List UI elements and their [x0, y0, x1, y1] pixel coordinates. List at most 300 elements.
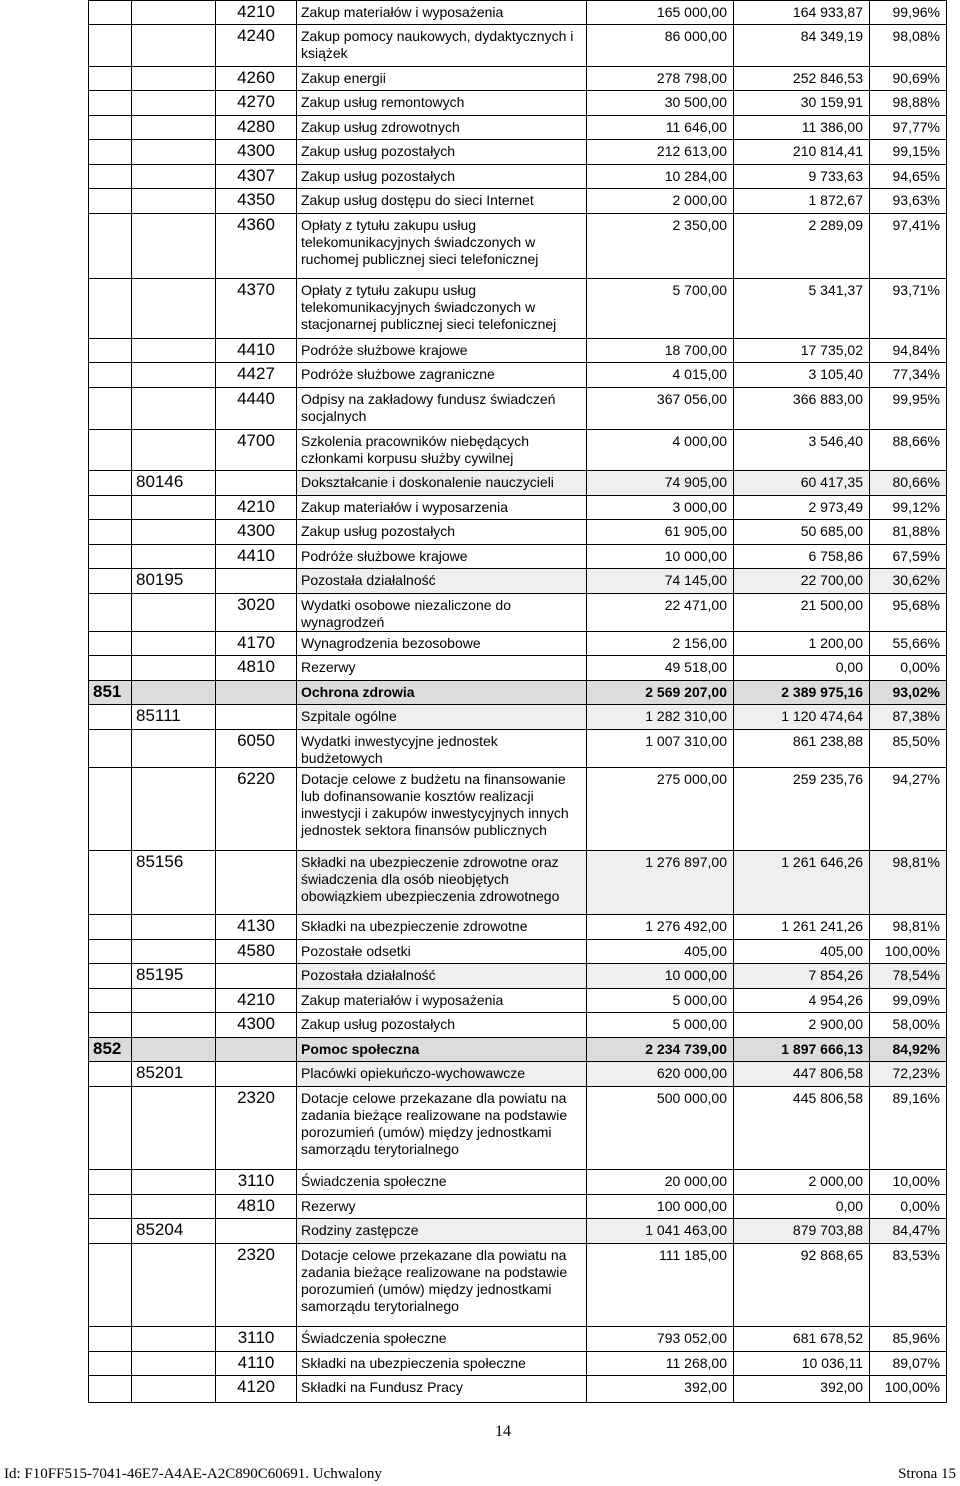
footer-document-id: Id: F10FF515-7041-46E7-A4AE-A2C890C60691. Uchwalony: [4, 1466, 382, 1482]
chapter-code-cell: [132, 363, 216, 388]
table-row: [89, 1352, 947, 1376]
section-code-cell: [89, 67, 132, 91]
chapter-row: [89, 569, 947, 594]
executed-amount-cell: 50 685,00: [734, 520, 870, 545]
percent-cell: 98,81%: [870, 851, 947, 915]
paragraph-code-cell: 4300: [216, 1013, 297, 1038]
paragraph-code-cell: 4370: [216, 279, 297, 339]
executed-amount-cell: 21 500,00: [734, 594, 870, 632]
plan-amount-cell: 1 041 463,00: [587, 1219, 734, 1244]
executed-amount-cell: 445 806,58: [734, 1087, 870, 1170]
description-cell: Zakup materiałów i wyposarzenia: [297, 496, 587, 520]
table-row: [89, 656, 947, 681]
section-code-cell: [89, 279, 132, 339]
description-cell: Opłaty z tytułu zakupu usług telekomunikacyjnych świadczonych w stacjonarnej publicznej sieci telefonicznej: [297, 279, 587, 339]
plan-amount-cell: 2 569 207,00: [587, 681, 734, 705]
chapter-code-cell: [132, 520, 216, 545]
percent-cell: 10,00%: [870, 1170, 947, 1195]
plan-amount-cell: 74 905,00: [587, 471, 734, 496]
percent-cell: 98,08%: [870, 25, 947, 67]
paragraph-code-cell: 4307: [216, 165, 297, 189]
table-row: [89, 1170, 947, 1195]
section-code-cell: [89, 91, 132, 116]
chapter-code-cell: [132, 681, 216, 705]
plan-amount-cell: 4 000,00: [587, 430, 734, 471]
paragraph-code-cell: 4810: [216, 1195, 297, 1219]
chapter-code-cell: 85201: [132, 1062, 216, 1087]
executed-amount-cell: 259 235,76: [734, 768, 870, 851]
percent-cell: 88,66%: [870, 430, 947, 471]
paragraph-code-cell: 4350: [216, 189, 297, 214]
chapter-code-cell: [132, 339, 216, 363]
paragraph-code-cell: 6220: [216, 768, 297, 851]
chapter-code-cell: [132, 430, 216, 471]
section-code-cell: [89, 1, 132, 25]
chapter-code-cell: [132, 1, 216, 25]
plan-amount-cell: 20 000,00: [587, 1170, 734, 1195]
chapter-code-cell: [132, 91, 216, 116]
section-code-cell: [89, 1327, 132, 1352]
plan-amount-cell: 1 282 310,00: [587, 705, 734, 730]
section-code-cell: [89, 363, 132, 388]
percent-cell: 90,69%: [870, 67, 947, 91]
section-code-cell: [89, 964, 132, 989]
plan-amount-cell: 86 000,00: [587, 25, 734, 67]
description-cell: Wydatki inwestycyjne jednostek budżetowych: [297, 730, 587, 768]
description-cell: Dotacje celowe przekazane dla powiatu na zadania bieżące realizowane na podstawie porozumień (umów) między jednostkami samorządu terytorialnego: [297, 1244, 587, 1327]
plan-amount-cell: 2 000,00: [587, 189, 734, 214]
executed-amount-cell: 861 238,88: [734, 730, 870, 768]
chapter-row: [89, 851, 947, 915]
table-row: [89, 1087, 947, 1170]
plan-amount-cell: 18 700,00: [587, 339, 734, 363]
chapter-code-cell: 80146: [132, 471, 216, 496]
table-row: [89, 1013, 947, 1038]
table-row: [89, 279, 947, 339]
table-row: [89, 140, 947, 165]
chapter-code-cell: [132, 496, 216, 520]
chapter-code-cell: 85156: [132, 851, 216, 915]
section-code-cell: [89, 116, 132, 140]
paragraph-code-cell: [216, 569, 297, 594]
description-cell: Pozostałe odsetki: [297, 940, 587, 964]
chapter-code-cell: [132, 1170, 216, 1195]
chapter-code-cell: [132, 632, 216, 656]
paragraph-code-cell: [216, 964, 297, 989]
table-row: [89, 915, 947, 940]
paragraph-code-cell: 4427: [216, 363, 297, 388]
description-cell: Podróże służbowe krajowe: [297, 545, 587, 569]
section-code-cell: [89, 430, 132, 471]
description-cell: Zakup usług dostępu do sieci Internet: [297, 189, 587, 214]
table-row: [89, 1195, 947, 1219]
percent-cell: 58,00%: [870, 1013, 947, 1038]
chapter-code-cell: [132, 388, 216, 430]
table-row: [89, 25, 947, 67]
executed-amount-cell: 1 200,00: [734, 632, 870, 656]
paragraph-code-cell: 4410: [216, 339, 297, 363]
chapter-code-cell: [132, 940, 216, 964]
chapter-code-cell: 85195: [132, 964, 216, 989]
table-row: [89, 214, 947, 279]
description-cell: Rezerwy: [297, 656, 587, 681]
chapter-code-cell: [132, 189, 216, 214]
section-code-cell: [89, 851, 132, 915]
percent-cell: 72,23%: [870, 1062, 947, 1087]
description-cell: Zakup pomocy naukowych, dydaktycznych i książek: [297, 25, 587, 67]
description-cell: Ochrona zdrowia: [297, 681, 587, 705]
section-code-cell: [89, 1087, 132, 1170]
chapter-code-cell: [132, 545, 216, 569]
chapter-code-cell: [132, 1087, 216, 1170]
description-cell: Dotacje celowe z budżetu na finansowanie lub dofinansowanie kosztów realizacji inwestycji i zakupów inwestycyjnych innych jednostek sektora finansów publicznych: [297, 768, 587, 851]
executed-amount-cell: 92 868,65: [734, 1244, 870, 1327]
description-cell: Zakup materiałów i wyposażenia: [297, 989, 587, 1013]
executed-amount-cell: 1 897 666,13: [734, 1038, 870, 1062]
description-cell: Dotacje celowe przekazane dla powiatu na zadania bieżące realizowane na podstawie porozumień (umów) między jednostkami samorządu terytorialnego: [297, 1087, 587, 1170]
page-number: 14: [495, 1423, 511, 1440]
chapter-code-cell: [132, 214, 216, 279]
section-code-cell: 851: [89, 681, 132, 705]
percent-cell: 98,88%: [870, 91, 947, 116]
table-row: [89, 520, 947, 545]
section-code-cell: [89, 768, 132, 851]
percent-cell: 99,09%: [870, 989, 947, 1013]
paragraph-code-cell: [216, 851, 297, 915]
description-cell: Zakup usług pozostałych: [297, 520, 587, 545]
description-cell: Składki na Fundusz Pracy: [297, 1376, 587, 1403]
chapter-code-cell: [132, 165, 216, 189]
plan-amount-cell: 278 798,00: [587, 67, 734, 91]
paragraph-code-cell: 6050: [216, 730, 297, 768]
paragraph-code-cell: [216, 681, 297, 705]
description-cell: Zakup usług pozostałych: [297, 140, 587, 165]
chapter-code-cell: [132, 1038, 216, 1062]
section-code-cell: [89, 214, 132, 279]
paragraph-code-cell: 3110: [216, 1170, 297, 1195]
plan-amount-cell: 392,00: [587, 1376, 734, 1403]
percent-cell: 89,16%: [870, 1087, 947, 1170]
percent-cell: 89,07%: [870, 1352, 947, 1376]
chapter-code-cell: [132, 1352, 216, 1376]
section-code-cell: [89, 25, 132, 67]
description-cell: Zakup usług pozostałych: [297, 165, 587, 189]
description-cell: Pomoc społeczna: [297, 1038, 587, 1062]
description-cell: Podróże służbowe krajowe: [297, 339, 587, 363]
paragraph-code-cell: 4170: [216, 632, 297, 656]
plan-amount-cell: 49 518,00: [587, 656, 734, 681]
percent-cell: 78,54%: [870, 964, 947, 989]
table-row: [89, 730, 947, 768]
paragraph-code-cell: 4210: [216, 989, 297, 1013]
executed-amount-cell: 1 261 646,26: [734, 851, 870, 915]
paragraph-code-cell: 4360: [216, 214, 297, 279]
percent-cell: 0,00%: [870, 656, 947, 681]
percent-cell: 81,88%: [870, 520, 947, 545]
plan-amount-cell: 367 056,00: [587, 388, 734, 430]
chapter-code-cell: [132, 594, 216, 632]
executed-amount-cell: 9 733,63: [734, 165, 870, 189]
paragraph-code-cell: [216, 471, 297, 496]
chapter-code-cell: [132, 1244, 216, 1327]
executed-amount-cell: 22 700,00: [734, 569, 870, 594]
chapter-code-cell: [132, 989, 216, 1013]
table-row: [89, 1327, 947, 1352]
chapter-code-cell: [132, 116, 216, 140]
executed-amount-cell: 3 546,40: [734, 430, 870, 471]
executed-amount-cell: 0,00: [734, 1195, 870, 1219]
table-row: [89, 189, 947, 214]
chapter-code-cell: [132, 67, 216, 91]
paragraph-code-cell: 4410: [216, 545, 297, 569]
executed-amount-cell: 447 806,58: [734, 1062, 870, 1087]
percent-cell: 94,65%: [870, 165, 947, 189]
executed-amount-cell: 2 389 975,16: [734, 681, 870, 705]
description-cell: Pozostała działalność: [297, 569, 587, 594]
plan-amount-cell: 405,00: [587, 940, 734, 964]
executed-amount-cell: 2 000,00: [734, 1170, 870, 1195]
section-code-cell: [89, 1244, 132, 1327]
executed-amount-cell: 252 846,53: [734, 67, 870, 91]
chapter-row: [89, 471, 947, 496]
section-code-cell: [89, 496, 132, 520]
chapter-code-cell: 85204: [132, 1219, 216, 1244]
table-row: [89, 1, 947, 25]
plan-amount-cell: 1 276 492,00: [587, 915, 734, 940]
executed-amount-cell: 392,00: [734, 1376, 870, 1403]
executed-amount-cell: 30 159,91: [734, 91, 870, 116]
section-code-cell: [89, 632, 132, 656]
plan-amount-cell: 61 905,00: [587, 520, 734, 545]
percent-cell: 80,66%: [870, 471, 947, 496]
section-code-cell: [89, 656, 132, 681]
plan-amount-cell: 10 000,00: [587, 964, 734, 989]
paragraph-code-cell: 4700: [216, 430, 297, 471]
table-row: [89, 430, 947, 471]
chapter-code-cell: [132, 1195, 216, 1219]
section-code-cell: [89, 1219, 132, 1244]
table-row: [89, 388, 947, 430]
section-row: [89, 681, 947, 705]
description-cell: Odpisy na zakładowy fundusz świadczeń socjalnych: [297, 388, 587, 430]
plan-amount-cell: 30 500,00: [587, 91, 734, 116]
chapter-code-cell: [132, 915, 216, 940]
plan-amount-cell: 793 052,00: [587, 1327, 734, 1352]
paragraph-code-cell: 4210: [216, 496, 297, 520]
description-cell: Składki na ubezpieczenie zdrowotne: [297, 915, 587, 940]
paragraph-code-cell: 4210: [216, 1, 297, 25]
chapter-row: [89, 1219, 947, 1244]
chapter-code-cell: [132, 1013, 216, 1038]
percent-cell: 83,53%: [870, 1244, 947, 1327]
chapter-code-cell: [132, 25, 216, 67]
table-row: [89, 594, 947, 632]
paragraph-code-cell: 4110: [216, 1352, 297, 1376]
table-row: [89, 339, 947, 363]
executed-amount-cell: 7 854,26: [734, 964, 870, 989]
chapter-code-cell: [132, 279, 216, 339]
description-cell: Szpitale ogólne: [297, 705, 587, 730]
plan-amount-cell: 100 000,00: [587, 1195, 734, 1219]
description-cell: Świadczenia społeczne: [297, 1327, 587, 1352]
plan-amount-cell: 22 471,00: [587, 594, 734, 632]
executed-amount-cell: 17 735,02: [734, 339, 870, 363]
plan-amount-cell: 275 000,00: [587, 768, 734, 851]
section-code-cell: [89, 165, 132, 189]
description-cell: Zakup materiałów i wyposażenia: [297, 1, 587, 25]
paragraph-code-cell: 4130: [216, 915, 297, 940]
description-cell: Zakup usług pozostałych: [297, 1013, 587, 1038]
percent-cell: 100,00%: [870, 1376, 947, 1403]
description-cell: Zakup usług zdrowotnych: [297, 116, 587, 140]
percent-cell: 77,34%: [870, 363, 947, 388]
percent-cell: 94,27%: [870, 768, 947, 851]
executed-amount-cell: 164 933,87: [734, 1, 870, 25]
plan-amount-cell: 500 000,00: [587, 1087, 734, 1170]
paragraph-code-cell: 4280: [216, 116, 297, 140]
paragraph-code-cell: 3020: [216, 594, 297, 632]
executed-amount-cell: 879 703,88: [734, 1219, 870, 1244]
percent-cell: 67,59%: [870, 545, 947, 569]
section-code-cell: [89, 520, 132, 545]
paragraph-code-cell: 2320: [216, 1244, 297, 1327]
chapter-code-cell: [132, 1376, 216, 1403]
paragraph-code-cell: [216, 1062, 297, 1087]
percent-cell: 93,63%: [870, 189, 947, 214]
plan-amount-cell: 1 007 310,00: [587, 730, 734, 768]
section-code-cell: [89, 189, 132, 214]
plan-amount-cell: 5 000,00: [587, 1013, 734, 1038]
section-code-cell: [89, 594, 132, 632]
plan-amount-cell: 1 276 897,00: [587, 851, 734, 915]
paragraph-code-cell: [216, 1219, 297, 1244]
paragraph-code-cell: 4240: [216, 25, 297, 67]
plan-amount-cell: 3 000,00: [587, 496, 734, 520]
percent-cell: 99,12%: [870, 496, 947, 520]
paragraph-code-cell: 4260: [216, 67, 297, 91]
percent-cell: 95,68%: [870, 594, 947, 632]
description-cell: Dokształcanie i doskonalenie nauczycieli: [297, 471, 587, 496]
chapter-code-cell: [132, 730, 216, 768]
chapter-row: [89, 1062, 947, 1087]
description-cell: Świadczenia społeczne: [297, 1170, 587, 1195]
chapter-row: [89, 705, 947, 730]
plan-amount-cell: 2 156,00: [587, 632, 734, 656]
description-cell: Zakup energii: [297, 67, 587, 91]
paragraph-code-cell: 4120: [216, 1376, 297, 1403]
plan-amount-cell: 111 185,00: [587, 1244, 734, 1327]
executed-amount-cell: 210 814,41: [734, 140, 870, 165]
plan-amount-cell: 165 000,00: [587, 1, 734, 25]
executed-amount-cell: 2 900,00: [734, 1013, 870, 1038]
section-code-cell: [89, 989, 132, 1013]
percent-cell: 55,66%: [870, 632, 947, 656]
section-code-cell: [89, 1195, 132, 1219]
table-row: [89, 91, 947, 116]
percent-cell: 97,41%: [870, 214, 947, 279]
description-cell: Placówki opiekuńczo-wychowawcze: [297, 1062, 587, 1087]
executed-amount-cell: 681 678,52: [734, 1327, 870, 1352]
plan-amount-cell: 212 613,00: [587, 140, 734, 165]
description-cell: Składki na ubezpieczenie zdrowotne oraz świadczenia dla osób nieobjętych obowiązkiem ubezpieczenia zdrowotnego: [297, 851, 587, 915]
plan-amount-cell: 2 350,00: [587, 214, 734, 279]
section-code-cell: [89, 730, 132, 768]
percent-cell: 85,50%: [870, 730, 947, 768]
executed-amount-cell: 2 289,09: [734, 214, 870, 279]
plan-amount-cell: 5 000,00: [587, 989, 734, 1013]
description-cell: Podróże służbowe zagraniczne: [297, 363, 587, 388]
section-code-cell: [89, 940, 132, 964]
plan-amount-cell: 74 145,00: [587, 569, 734, 594]
table-row: [89, 116, 947, 140]
section-code-cell: [89, 1352, 132, 1376]
plan-amount-cell: 11 268,00: [587, 1352, 734, 1376]
budget-table: [88, 0, 947, 1403]
description-cell: Rezerwy: [297, 1195, 587, 1219]
plan-amount-cell: 620 000,00: [587, 1062, 734, 1087]
paragraph-code-cell: 3110: [216, 1327, 297, 1352]
executed-amount-cell: 6 758,86: [734, 545, 870, 569]
chapter-code-cell: 80195: [132, 569, 216, 594]
percent-cell: 84,92%: [870, 1038, 947, 1062]
percent-cell: 93,71%: [870, 279, 947, 339]
plan-amount-cell: 11 646,00: [587, 116, 734, 140]
chapter-row: [89, 964, 947, 989]
section-code-cell: [89, 140, 132, 165]
description-cell: Składki na ubezpieczenia społeczne: [297, 1352, 587, 1376]
table-body: [89, 1, 947, 1403]
table-row: [89, 165, 947, 189]
percent-cell: 93,02%: [870, 681, 947, 705]
description-cell: Zakup usług remontowych: [297, 91, 587, 116]
percent-cell: 30,62%: [870, 569, 947, 594]
description-cell: Rodziny zastępcze: [297, 1219, 587, 1244]
table-row: [89, 363, 947, 388]
paragraph-code-cell: [216, 1038, 297, 1062]
executed-amount-cell: 4 954,26: [734, 989, 870, 1013]
plan-amount-cell: 10 000,00: [587, 545, 734, 569]
percent-cell: 94,84%: [870, 339, 947, 363]
executed-amount-cell: 84 349,19: [734, 25, 870, 67]
description-cell: Opłaty z tytułu zakupu usług telekomunikacyjnych świadczonych w ruchomej publicznej sieci telefonicznej: [297, 214, 587, 279]
section-code-cell: [89, 471, 132, 496]
description-cell: Szkolenia pracowników niebędących członkami korpusu służby cywilnej: [297, 430, 587, 471]
chapter-code-cell: 85111: [132, 705, 216, 730]
executed-amount-cell: 405,00: [734, 940, 870, 964]
executed-amount-cell: 2 973,49: [734, 496, 870, 520]
percent-cell: 98,81%: [870, 915, 947, 940]
chapter-code-cell: [132, 768, 216, 851]
table-row: [89, 768, 947, 851]
percent-cell: 99,96%: [870, 1, 947, 25]
table-row: [89, 1244, 947, 1327]
plan-amount-cell: 10 284,00: [587, 165, 734, 189]
section-code-cell: [89, 569, 132, 594]
executed-amount-cell: 5 341,37: [734, 279, 870, 339]
section-code-cell: [89, 915, 132, 940]
chapter-code-cell: [132, 1327, 216, 1352]
table-row: [89, 545, 947, 569]
percent-cell: 87,38%: [870, 705, 947, 730]
description-cell: Wydatki osobowe niezaliczone do wynagrodzeń: [297, 594, 587, 632]
percent-cell: 85,96%: [870, 1327, 947, 1352]
section-code-cell: 852: [89, 1038, 132, 1062]
footer-page-label: Strona 15: [898, 1466, 956, 1482]
percent-cell: 99,15%: [870, 140, 947, 165]
executed-amount-cell: 11 386,00: [734, 116, 870, 140]
executed-amount-cell: 1 261 241,26: [734, 915, 870, 940]
table-row: [89, 496, 947, 520]
